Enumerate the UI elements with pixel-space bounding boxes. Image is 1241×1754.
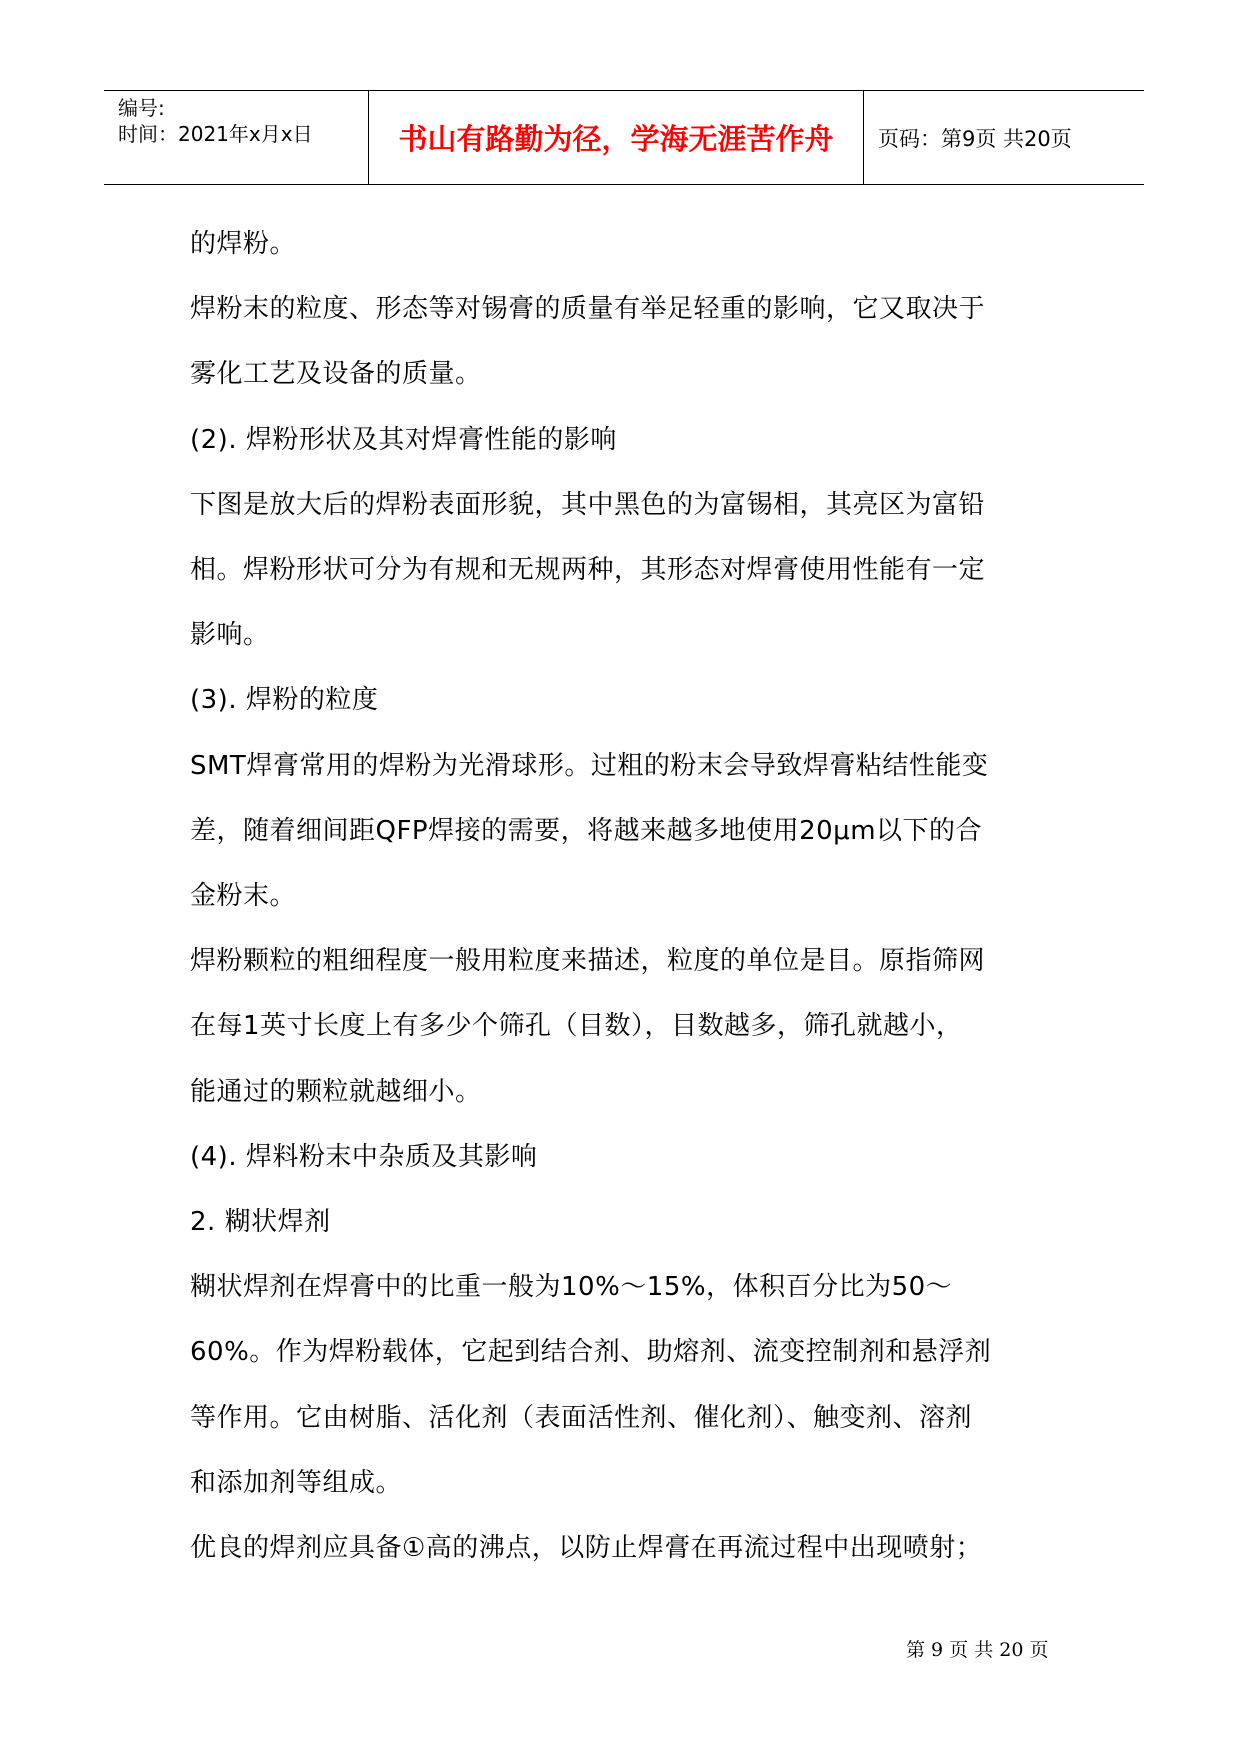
body-line: SMT焊膏常用的焊粉为光滑球形。过粗的粉末会导致焊膏粘结性能变 [190, 750, 989, 781]
page-header [104, 90, 1144, 185]
body-line: 焊粉末的粒度、形态等对锡膏的质量有举足轻重的影响，它又取决于 [190, 294, 986, 325]
header-page-info: 页码：第9页 共20页 [878, 126, 1072, 151]
date-label: 时间：2021年x月x日 [118, 122, 313, 146]
body-line: 等作用。它由树脂、活化剂（表面活性剂、催化剂）、触变剂、溶剂 [190, 1402, 973, 1433]
body-line: 下图是放大后的焊粉表面形貌，其中黑色的为富锡相，其亮区为富铅 [190, 489, 986, 520]
document-body [190, 212, 1070, 1581]
body-line: 相。焊粉形状可分为有规和无规两种，其形态对焊膏使用性能有一定 [190, 555, 986, 586]
serial-number-label: 编号: [118, 96, 165, 120]
body-line: 金粉末。 [190, 881, 297, 912]
body-line: 在每1英寸长度上有多少个筛孔（目数），目数越多，筛孔就越小， [190, 1011, 963, 1042]
page-footer: 第 9 页 共 20 页 [906, 1639, 1049, 1661]
body-line: 和添加剂等组成。 [190, 1467, 403, 1498]
body-line: 的焊粉。 [190, 229, 297, 259]
body-line: 差，随着细间距QFP焊接的需要，将越来越多地使用20μm以下的合 [190, 815, 983, 846]
body-line: 能通过的颗粒就越细小。 [190, 1076, 482, 1107]
section-heading: (3). 焊粉的粒度 [190, 685, 379, 716]
section-heading: 2. 糊状焊剂 [190, 1207, 331, 1238]
body-line: 糊状焊剂在焊膏中的比重一般为10%～15%，体积百分比为50～ [190, 1272, 953, 1303]
body-line: 焊粉颗粒的粗细程度一般用粒度来描述，粒度的单位是目。原指筛网 [190, 946, 986, 977]
section-heading: (4). 焊料粉末中杂质及其影响 [190, 1141, 538, 1172]
body-line: 60%。作为焊粉载体，它起到结合剂、助熔剂、流变控制剂和悬浮剂 [190, 1337, 992, 1368]
section-heading: (2). 焊粉形状及其对焊膏性能的影响 [190, 424, 617, 455]
header-meta-cell [104, 91, 369, 184]
body-line: 优良的焊剂应具备①高的沸点，以防止焊膏在再流过程中出现喷射； [190, 1533, 983, 1564]
header-motto: 书山有路勤为径，学海无涯苦作舟 [369, 91, 864, 184]
body-line: 雾化工艺及设备的质量。 [190, 359, 482, 390]
body-line: 影响。 [190, 620, 270, 651]
